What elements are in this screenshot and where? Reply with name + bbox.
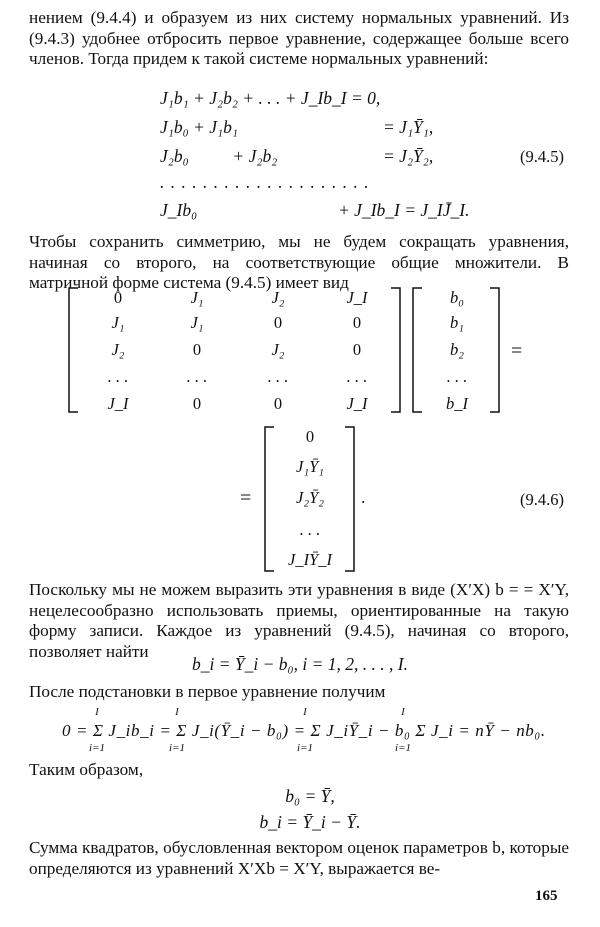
vector-rhs-cell: 0: [305, 427, 315, 446]
matrix-period: .: [361, 487, 366, 507]
matrix-a-cell: . . .: [107, 367, 129, 386]
matrix-a-cell: 0: [192, 394, 202, 413]
page-number: 165: [535, 888, 558, 904]
paragraph-symmetry: Чтобы сохранить симметрию, мы не будем сокращать уравнения, начиная со второго, на соответствующие общие множители. В матричной форме система (9.4.5) имеет вид: [29, 232, 569, 292]
vector-b-cell: b₁: [450, 313, 464, 332]
matrix-a-cell: J₁: [190, 288, 204, 307]
sum-upper-limit: I: [95, 706, 99, 718]
matrix-a-cell: J₁: [111, 313, 125, 332]
paragraph-xx-form: Поскольку мы не можем выразить эти уравнения в виде (X′X) b = = X′Y, нецелесообразно использовать приемы, ориентированные на такую форму записи. Каждое из уравнений (9.4.5), начиная со второго, позволяет найти: [29, 580, 569, 661]
matrix-a-cell: . . .: [267, 367, 289, 386]
vector-rhs-cell: J_IȲ_I: [288, 550, 332, 569]
sum-upper-limit: I: [401, 706, 405, 718]
system-row-1: J₁b₁ + J₂b₂ + . . . + J_Ib_I = 0,: [160, 88, 381, 108]
vector-rhs-cell: J₂Ȳ₂: [296, 488, 324, 507]
matrix-equals-1: =: [511, 340, 523, 362]
sum-lower-limit: i=1: [395, 742, 411, 754]
sum-lower-limit: i=1: [297, 742, 313, 754]
matrix-a-right-bracket: [389, 286, 403, 414]
matrix-a-cell: J₂: [271, 288, 285, 307]
sum-lower-limit: i=1: [169, 742, 185, 754]
matrix-a-cell: J₁: [190, 313, 204, 332]
matrix-a-cell: . . .: [186, 367, 208, 386]
vector-b-cell: b_I: [446, 394, 468, 413]
matrix-a-cell: 0: [352, 313, 362, 332]
matrix-a-left-bracket: [66, 286, 80, 414]
system-row-dots: . . . . . . . . . . . . . . . . . . . .: [160, 172, 370, 192]
matrix-a-cell: J₂: [111, 340, 125, 359]
vector-b-cell: . . .: [446, 367, 468, 386]
system-row-2-right: = J₁Ȳ₁,: [383, 117, 434, 137]
matrix-a-cell: 0: [192, 340, 202, 359]
equation-number-9-4-5: (9.4.5): [520, 147, 564, 166]
matrix-a-cell: J₂: [271, 340, 285, 359]
matrix-equals-2: =: [240, 487, 252, 509]
vector-b-cell: b₂: [450, 340, 464, 359]
paragraph-substitution: После подстановки в первое уравнение получим: [29, 682, 386, 701]
equation-b0: b₀ = Ȳ,: [285, 786, 335, 806]
vector-rhs-right-bracket: [343, 425, 357, 573]
vector-rhs-cell: J₁Ȳ₁: [296, 457, 324, 476]
vector-b-left-bracket: [410, 286, 424, 414]
matrix-a-cell: 0: [273, 394, 283, 413]
system-row-3-left: J₂b₀ + J₂b₂: [160, 146, 278, 166]
equation-number-9-4-6: (9.4.6): [520, 490, 564, 509]
sum-upper-limit: I: [303, 706, 307, 718]
vector-b-right-bracket: [488, 286, 502, 414]
equation-bi: b_i = Ȳ_i − b₀, i = 1, 2, . . . , I.: [191, 654, 409, 674]
matrix-a-cell: 0: [273, 313, 283, 332]
system-row-last-right: + J_Ib_I = J_IJ̄_I.: [338, 200, 470, 220]
system-row-3-right: = J₂Ȳ₂,: [383, 146, 434, 166]
matrix-a-cell: J_I: [107, 394, 129, 413]
matrix-a-cell: J_I: [346, 394, 368, 413]
vector-rhs-left-bracket: [262, 425, 276, 573]
paragraph-sum-squares: Сумма квадратов, обусловленная вектором оценок параметров b, которые определяются из уравнений X′Xb = X′Y, выражается ве-: [29, 838, 569, 878]
paragraph-intro: нением (9.4.4) и образуем из них систему нормальных уравнений. Из (9.4.3) удобнее отбросить первое уравнение, содержащее больше всего членов. Тогда придем к такой системе нормальных уравнений:: [29, 8, 569, 68]
vector-b-cell: b₀: [450, 288, 464, 307]
sum-lower-limit: i=1: [89, 742, 105, 754]
system-row-last-left: J_Ib₀: [160, 200, 198, 220]
matrix-a-cell: . . .: [346, 367, 368, 386]
equation-sum-body: 0 = Σ J_ib_i = Σ J_i(Ȳ_i − b₀) = Σ J_iȲ_i − b₀ Σ J_i = nȲ − nb₀.: [62, 721, 546, 740]
equation-bi-final: b_i = Ȳ_i − Ȳ.: [259, 812, 361, 832]
matrix-a-cell: J_I: [346, 288, 368, 307]
system-row-2-left: J₁b₀ + J₁b₁: [160, 117, 238, 137]
matrix-a-cell: 0: [113, 288, 123, 307]
paragraph-thus: Таким образом,: [29, 760, 144, 779]
sum-upper-limit: I: [175, 706, 179, 718]
vector-rhs-cell: . . .: [299, 520, 321, 539]
matrix-a-cell: 0: [352, 340, 362, 359]
